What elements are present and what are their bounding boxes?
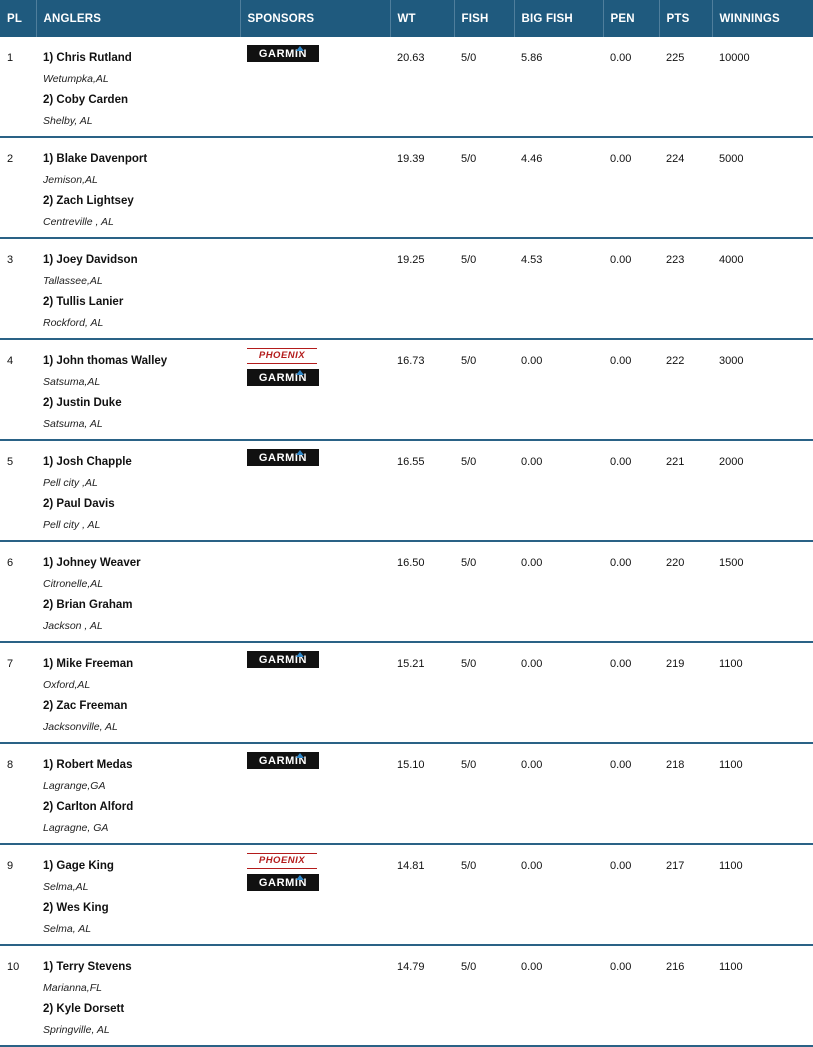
- garmin-triangle-icon: [296, 370, 304, 375]
- angler-1-location: Jemison,AL: [43, 174, 98, 186]
- angler-2-location: Springville, AL: [43, 1024, 110, 1036]
- phoenix-logo-text: PHOENIX: [258, 855, 306, 866]
- big-fish-cell: [514, 440, 603, 541]
- penalty-cell-value: 0.00: [610, 557, 632, 569]
- weight-cell-value: 16.55: [397, 456, 425, 468]
- anglers-cell: [36, 238, 240, 339]
- place-cell: [0, 440, 36, 541]
- angler-2-location: Satsuma, AL: [43, 418, 103, 430]
- weight-cell: [390, 339, 454, 440]
- phoenix-logo[interactable]: [247, 853, 317, 869]
- garmin-triangle-icon: [296, 46, 304, 51]
- points-cell-value: 217: [666, 860, 685, 872]
- fish-cell: [454, 844, 514, 945]
- fish-cell: [454, 642, 514, 743]
- angler-2-location: Jackson , AL: [43, 620, 103, 632]
- angler-1-name[interactable]: 1) Robert Medas: [43, 759, 133, 771]
- big-fish-cell-value: 5.86: [521, 52, 543, 64]
- angler-2-name[interactable]: 2) Coby Carden: [43, 94, 128, 106]
- place-cell-value: 9: [7, 860, 14, 872]
- winnings-cell: [712, 945, 813, 1046]
- fish-cell: [454, 440, 514, 541]
- weight-cell: [390, 642, 454, 743]
- angler-1-name[interactable]: 1) Blake Davenport: [43, 153, 148, 165]
- winnings-cell: [712, 339, 813, 440]
- place-cell: [0, 743, 36, 844]
- phoenix-logo[interactable]: [247, 348, 317, 364]
- points-cell: [659, 844, 712, 945]
- weight-cell: [390, 37, 454, 137]
- weight-cell: [390, 743, 454, 844]
- points-cell: [659, 642, 712, 743]
- points-cell-value: 219: [666, 658, 685, 670]
- penalty-cell: [603, 743, 659, 844]
- weight-cell: [390, 541, 454, 642]
- place-cell-value: 10: [7, 961, 20, 973]
- winnings-cell-value: 4000: [719, 254, 744, 266]
- winnings-cell: [712, 440, 813, 541]
- place-cell-value: 8: [7, 759, 14, 771]
- garmin-logo-text: GARMIN: [258, 48, 308, 60]
- col-header-anglers[interactable]: ANGLERS: [36, 0, 240, 37]
- big-fish-cell: [514, 137, 603, 238]
- fish-cell-value: 5/0: [461, 658, 477, 670]
- col-header-sponsors[interactable]: SPONSORS: [240, 0, 390, 37]
- angler-2-name[interactable]: 2) Wes King: [43, 902, 109, 914]
- points-cell-value: 223: [666, 254, 685, 266]
- anglers-cell: [36, 37, 240, 137]
- winnings-cell-value: 1500: [719, 557, 744, 569]
- garmin-logo[interactable]: [247, 874, 319, 891]
- sponsors-cell: [240, 642, 390, 743]
- col-header-pts[interactable]: PTS: [659, 0, 712, 37]
- table-row: [0, 37, 813, 137]
- angler-1-location: Tallassee,AL: [43, 275, 103, 287]
- angler-1-location: Citronelle,AL: [43, 578, 104, 590]
- table-row: [0, 945, 813, 1046]
- fish-cell-value: 5/0: [461, 52, 477, 64]
- winnings-cell: [712, 844, 813, 945]
- penalty-cell: [603, 339, 659, 440]
- penalty-cell-value: 0.00: [610, 355, 632, 367]
- anglers-cell: [36, 339, 240, 440]
- weight-cell-value: 19.25: [397, 254, 425, 266]
- angler-1-name[interactable]: 1) Josh Chapple: [43, 456, 132, 468]
- garmin-triangle-icon: [296, 450, 304, 455]
- angler-2-name[interactable]: 2) Zach Lightsey: [43, 195, 134, 207]
- sponsors-cell: [240, 440, 390, 541]
- sponsors-cell: [240, 844, 390, 945]
- points-cell: [659, 238, 712, 339]
- angler-1-location: Lagrange,GA: [43, 780, 106, 792]
- penalty-cell: [603, 541, 659, 642]
- anglers-cell: [36, 844, 240, 945]
- garmin-logo-text: GARMIN: [258, 372, 308, 384]
- angler-2-location: Selma, AL: [43, 923, 92, 935]
- points-cell: [659, 945, 712, 1046]
- phoenix-logo-text: PHOENIX: [258, 350, 306, 361]
- angler-2-name[interactable]: 2) Tullis Lanier: [43, 296, 124, 308]
- winnings-cell: [712, 541, 813, 642]
- big-fish-cell: [514, 37, 603, 137]
- angler-1-name[interactable]: 1) Joey Davidson: [43, 254, 138, 266]
- col-header-winnings[interactable]: WINNINGS: [712, 0, 813, 37]
- col-header-pl[interactable]: PL: [7, 12, 23, 25]
- sponsors-cell: [240, 743, 390, 844]
- angler-1-location: Marianna,FL: [43, 982, 102, 994]
- points-cell-value: 218: [666, 759, 685, 771]
- penalty-cell-value: 0.00: [610, 153, 632, 165]
- penalty-cell: [603, 238, 659, 339]
- angler-1-location: Oxford,AL: [43, 679, 91, 691]
- place-cell-value: 1: [7, 52, 14, 64]
- penalty-cell-value: 0.00: [610, 456, 632, 468]
- col-header-fish[interactable]: FISH: [454, 0, 514, 37]
- points-cell: [659, 37, 712, 137]
- weight-cell-value: 16.73: [397, 355, 425, 367]
- big-fish-cell: [514, 945, 603, 1046]
- points-cell-value: 224: [666, 153, 685, 165]
- fish-cell: [454, 339, 514, 440]
- penalty-cell-value: 0.00: [610, 658, 632, 670]
- penalty-cell: [603, 37, 659, 137]
- winnings-cell-value: 1100: [719, 658, 743, 670]
- place-cell-value: 7: [7, 658, 14, 670]
- penalty-cell-value: 0.00: [610, 52, 632, 64]
- big-fish-cell: [514, 339, 603, 440]
- garmin-logo-text: GARMIN: [258, 654, 308, 666]
- angler-2-name[interactable]: 2) Paul Davis: [43, 498, 115, 510]
- angler-1-name[interactable]: 1) Gage King: [43, 860, 114, 872]
- angler-1-name[interactable]: 1) Mike Freeman: [43, 658, 134, 670]
- sponsors-cell: [240, 945, 390, 1046]
- garmin-triangle-icon: [296, 875, 304, 880]
- col-header-wt[interactable]: WT: [390, 0, 454, 37]
- winnings-cell-value: 3000: [719, 355, 744, 367]
- fish-cell: [454, 37, 514, 137]
- weight-cell-value: 14.79: [397, 961, 425, 973]
- col-header-pen[interactable]: PEN: [603, 0, 659, 37]
- penalty-cell-value: 0.00: [610, 254, 632, 266]
- fish-cell-value: 5/0: [461, 355, 477, 367]
- big-fish-cell-value: 4.53: [521, 254, 543, 266]
- angler-2-location: Pell city , AL: [43, 519, 101, 531]
- col-header-big-fish[interactable]: BIG FISH: [514, 0, 603, 37]
- points-cell: [659, 137, 712, 238]
- penalty-cell-value: 0.00: [610, 759, 632, 771]
- place-cell-value: 2: [7, 153, 14, 165]
- angler-2-name[interactable]: 2) Zac Freeman: [43, 700, 128, 712]
- place-cell: [0, 541, 36, 642]
- fish-cell: [454, 945, 514, 1046]
- penalty-cell: [603, 642, 659, 743]
- big-fish-cell: [514, 642, 603, 743]
- points-cell-value: 222: [666, 355, 685, 367]
- weight-cell-value: 15.10: [397, 759, 425, 771]
- anglers-cell: [36, 137, 240, 238]
- anglers-cell: [36, 440, 240, 541]
- fish-cell: [454, 238, 514, 339]
- angler-1-name[interactable]: 1) Terry Stevens: [43, 961, 132, 973]
- big-fish-cell-value: 0.00: [521, 557, 543, 569]
- fish-cell-value: 5/0: [461, 759, 477, 771]
- big-fish-cell-value: 0.00: [521, 355, 543, 367]
- angler-1-name[interactable]: 1) Chris Rutland: [43, 52, 132, 64]
- angler-2-name[interactable]: 2) Brian Graham: [43, 599, 133, 611]
- fish-cell: [454, 137, 514, 238]
- place-cell: [0, 37, 36, 137]
- winnings-cell: [712, 642, 813, 743]
- fish-cell-value: 5/0: [461, 557, 477, 569]
- winnings-cell-value: 1100: [719, 759, 743, 771]
- place-cell-value: 5: [7, 456, 14, 468]
- winnings-cell-value: 2000: [719, 456, 744, 468]
- fish-cell-value: 5/0: [461, 254, 477, 266]
- place-cell: [0, 238, 36, 339]
- points-cell: [659, 440, 712, 541]
- big-fish-cell: [514, 743, 603, 844]
- place-cell-value: 4: [7, 355, 14, 367]
- anglers-cell: [36, 945, 240, 1046]
- fish-cell: [454, 743, 514, 844]
- table-row: [0, 339, 813, 440]
- fish-cell-value: 5/0: [461, 961, 477, 973]
- place-cell: [0, 945, 36, 1046]
- sponsors-cell: [240, 37, 390, 137]
- weight-cell: [390, 440, 454, 541]
- points-cell: [659, 541, 712, 642]
- winnings-cell: [712, 37, 813, 137]
- weight-cell: [390, 844, 454, 945]
- winnings-cell: [712, 743, 813, 844]
- winnings-cell: [712, 137, 813, 238]
- garmin-logo[interactable]: [247, 752, 319, 769]
- fish-cell-value: 5/0: [461, 153, 477, 165]
- angler-1-location: Wetumpka,AL: [43, 73, 109, 85]
- angler-1-location: Satsuma,AL: [43, 376, 101, 388]
- penalty-cell: [603, 440, 659, 541]
- angler-2-location: Centreville , AL: [43, 216, 114, 228]
- angler-2-location: Lagragne, GA: [43, 822, 109, 834]
- table-row: [0, 440, 813, 541]
- weight-cell-value: 20.63: [397, 52, 425, 64]
- garmin-logo[interactable]: [247, 369, 319, 386]
- weight-cell-value: 16.50: [397, 557, 425, 569]
- angler-2-name[interactable]: 2) Carlton Alford: [43, 801, 134, 813]
- winnings-cell-value: 10000: [719, 52, 750, 64]
- big-fish-cell-value: 0.00: [521, 961, 543, 973]
- garmin-logo-text: GARMIN: [258, 877, 308, 889]
- sponsors-cell: [240, 137, 390, 238]
- garmin-logo[interactable]: [247, 651, 319, 668]
- table-header: [0, 0, 813, 37]
- big-fish-cell: [514, 541, 603, 642]
- weight-cell: [390, 945, 454, 1046]
- angler-1-name[interactable]: 1) Johney Weaver: [43, 557, 141, 569]
- place-cell: [0, 642, 36, 743]
- points-cell-value: 225: [666, 52, 685, 64]
- sponsors-cell: [240, 339, 390, 440]
- angler-1-location: Selma,AL: [43, 881, 89, 893]
- angler-1-location: Pell city ,AL: [43, 477, 98, 489]
- weight-cell-value: 14.81: [397, 860, 425, 872]
- garmin-logo[interactable]: [247, 449, 319, 466]
- anglers-cell: [36, 743, 240, 844]
- place-cell: [0, 844, 36, 945]
- angler-2-location: Rockford, AL: [43, 317, 104, 329]
- points-cell-value: 221: [666, 456, 685, 468]
- penalty-cell-value: 0.00: [610, 961, 632, 973]
- place-cell: [0, 339, 36, 440]
- big-fish-cell-value: 0.00: [521, 456, 543, 468]
- angler-2-location: Jacksonville, AL: [43, 721, 118, 733]
- garmin-triangle-icon: [296, 652, 304, 657]
- garmin-logo[interactable]: [247, 45, 319, 62]
- place-cell-value: 3: [7, 254, 14, 266]
- penalty-cell: [603, 137, 659, 238]
- table-row: [0, 844, 813, 945]
- table-row: [0, 238, 813, 339]
- weight-cell-value: 15.21: [397, 658, 425, 670]
- points-cell-value: 220: [666, 557, 685, 569]
- table-row: [0, 541, 813, 642]
- weight-cell: [390, 238, 454, 339]
- sponsors-cell: [240, 541, 390, 642]
- place-cell-value: 6: [7, 557, 14, 569]
- table-row: [0, 743, 813, 844]
- winnings-cell: [712, 238, 813, 339]
- winnings-cell-value: 1100: [719, 860, 743, 872]
- sponsors-cell: [240, 238, 390, 339]
- winnings-cell-value: 5000: [719, 153, 744, 165]
- table-body: [0, 37, 813, 1046]
- fish-cell-value: 5/0: [461, 860, 477, 872]
- angler-2-location: Shelby, AL: [43, 115, 93, 127]
- garmin-triangle-icon: [296, 753, 304, 758]
- fish-cell-value: 5/0: [461, 456, 477, 468]
- place-cell: [0, 137, 36, 238]
- angler-2-name[interactable]: 2) Kyle Dorsett: [43, 1003, 125, 1015]
- big-fish-cell-value: 0.00: [521, 759, 543, 771]
- anglers-cell: [36, 642, 240, 743]
- big-fish-cell-value: 0.00: [521, 860, 543, 872]
- penalty-cell-value: 0.00: [610, 860, 632, 872]
- table-row: [0, 642, 813, 743]
- points-cell: [659, 339, 712, 440]
- anglers-cell: [36, 541, 240, 642]
- big-fish-cell: [514, 844, 603, 945]
- big-fish-cell-value: 4.46: [521, 153, 543, 165]
- big-fish-cell-value: 0.00: [521, 658, 543, 670]
- garmin-logo-text: GARMIN: [258, 452, 308, 464]
- angler-1-name[interactable]: 1) John thomas Walley: [43, 355, 168, 367]
- points-cell-value: 216: [666, 961, 685, 973]
- big-fish-cell: [514, 238, 603, 339]
- penalty-cell: [603, 945, 659, 1046]
- weight-cell-value: 19.39: [397, 153, 425, 165]
- table-row: [0, 137, 813, 238]
- weight-cell: [390, 137, 454, 238]
- angler-2-name[interactable]: 2) Justin Duke: [43, 397, 122, 409]
- points-cell: [659, 743, 712, 844]
- winnings-cell-value: 1100: [719, 961, 743, 973]
- garmin-logo-text: GARMIN: [258, 755, 308, 767]
- fish-cell: [454, 541, 514, 642]
- penalty-cell: [603, 844, 659, 945]
